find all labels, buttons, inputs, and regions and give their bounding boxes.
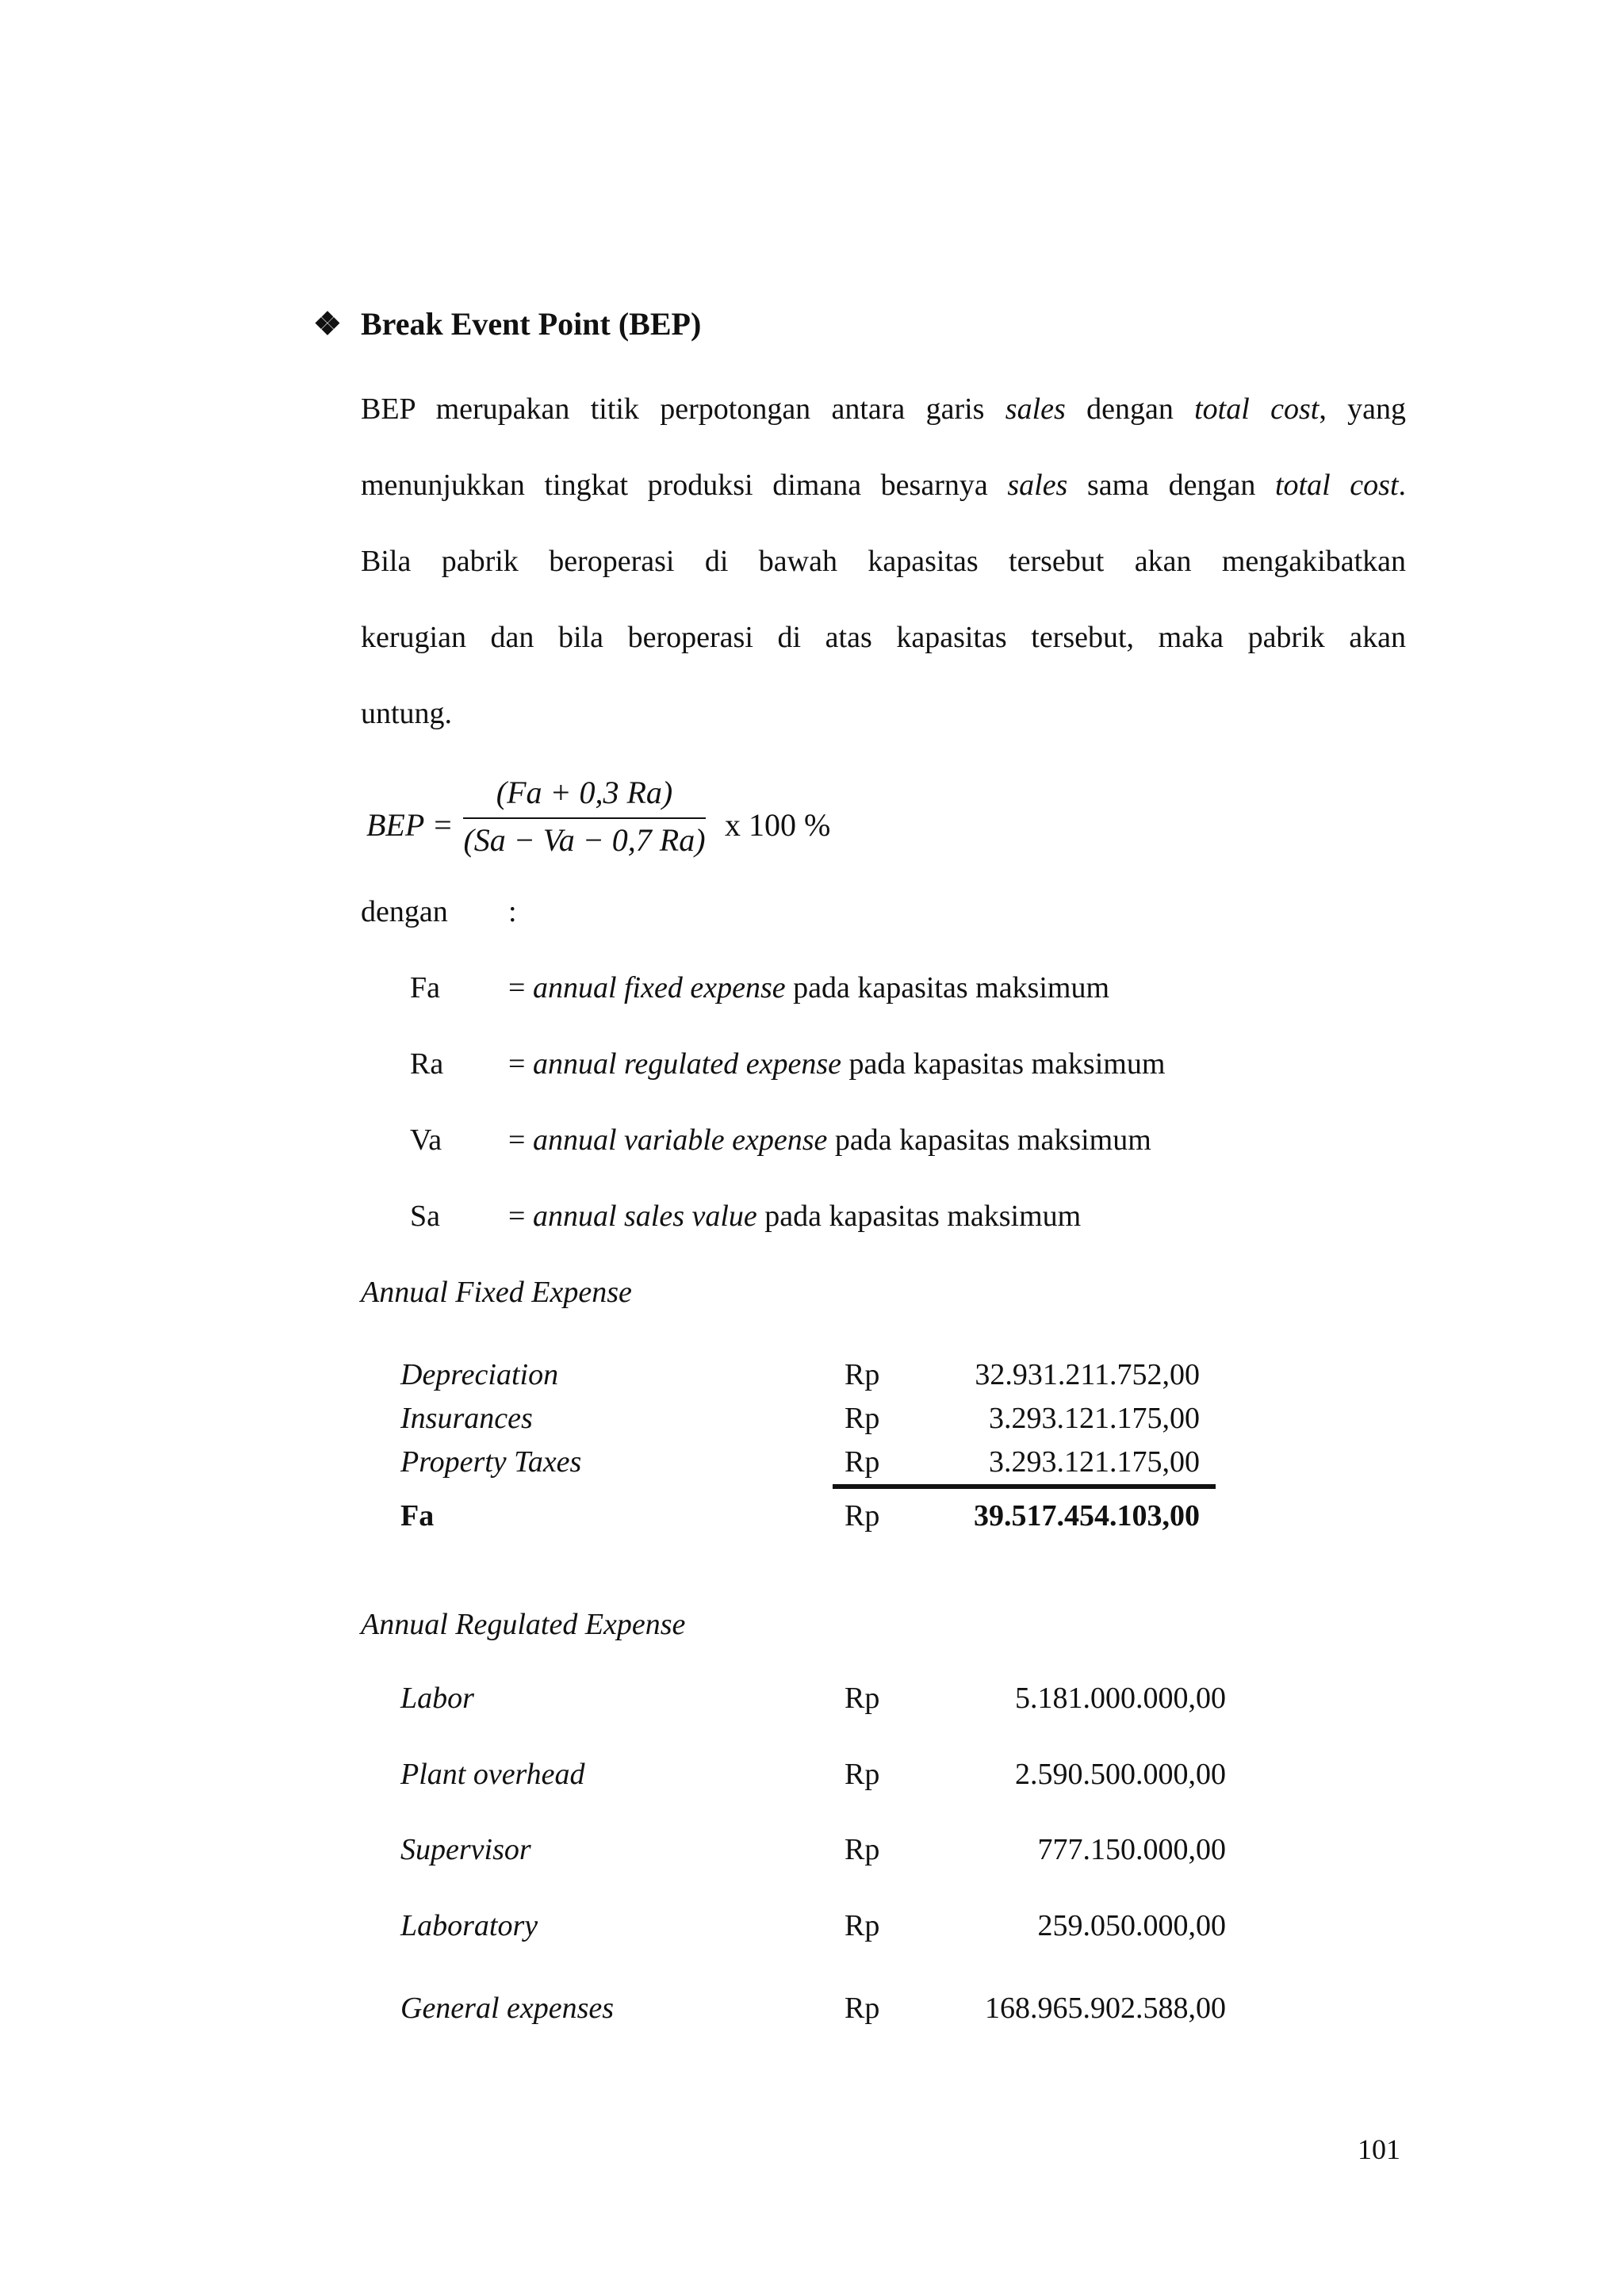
fixed-expense-total-row <box>400 1498 1200 1538</box>
paragraph-line <box>361 691 1406 767</box>
definitions-intro: dengan <box>361 895 448 928</box>
fixed-expense-title: Annual Fixed Expense <box>361 1276 632 1309</box>
total-name: Fa <box>400 1499 435 1533</box>
formula-label: BEP = <box>366 807 454 843</box>
expense-name: General expenses <box>400 1992 615 2025</box>
definition-symbol: Sa <box>410 1200 440 1233</box>
definition-symbol: Ra <box>410 1047 444 1081</box>
diamond-bullet-icon: ❖ <box>313 306 342 342</box>
expense-value: 2.590.500.000,00 <box>1015 1758 1226 1791</box>
formula-fraction <box>463 773 706 860</box>
expense-name: Property Taxes <box>400 1445 582 1479</box>
currency: Rp <box>845 1445 880 1479</box>
expense-value: 3.293.121.175,00 <box>989 1445 1200 1479</box>
currency: Rp <box>845 1992 880 2025</box>
expense-value: 5.181.000.000,00 <box>1015 1682 1226 1715</box>
definition-text: = annual variable expense pada kapasitas maksimum <box>508 1123 1151 1157</box>
table-row <box>400 1832 1226 1872</box>
expense-name: Laboratory <box>400 1909 538 1942</box>
expense-value: 168.965.902.588,00 <box>985 1992 1226 2025</box>
definition-symbol: Va <box>410 1123 442 1157</box>
text-run: Bila pabrik beroperasi di bawah kapasitas tersebut akan mengakibatkan <box>361 545 1406 578</box>
expense-name: Supervisor <box>400 1833 531 1866</box>
currency: Rp <box>845 1909 880 1942</box>
italic-term: total cost <box>1275 469 1399 502</box>
text-run: menunjukkan tingkat produksi dimana besarnya <box>361 469 1008 502</box>
regulated-expense-title: Annual Regulated Expense <box>361 1608 686 1641</box>
paragraph-line <box>361 463 1406 539</box>
currency: Rp <box>845 1358 880 1391</box>
formula-denominator: (Sa − Va − 0,7 Ra) <box>463 822 706 858</box>
expense-name: Plant overhead <box>400 1758 585 1791</box>
section-title: Break Event Point (BEP) <box>361 306 702 342</box>
definition-symbol: Fa <box>410 971 440 1004</box>
formula-suffix: x 100 % <box>725 807 831 843</box>
text-run: dengan <box>1065 392 1195 426</box>
text-run: . <box>1398 469 1406 502</box>
currency: Rp <box>845 1833 880 1866</box>
expense-value: 777.150.000,00 <box>1037 1833 1226 1866</box>
text-run: BEP merupakan titik perpotongan antara garis <box>361 392 1005 426</box>
definition-term: annual fixed expense <box>532 971 786 1004</box>
expense-name: Labor <box>400 1682 474 1715</box>
italic-term: sales <box>1007 469 1068 502</box>
page-number: 101 <box>1358 2133 1400 2165</box>
currency: Rp <box>845 1758 880 1791</box>
currency: Rp <box>845 1682 880 1715</box>
definition-text: = annual regulated expense pada kapasitas maksimum <box>508 1047 1166 1081</box>
paragraph-line <box>361 387 1406 463</box>
table-row <box>400 1681 1226 1720</box>
text-run: untung. <box>361 697 453 730</box>
expense-name: Insurances <box>400 1402 533 1435</box>
definition-term: annual sales value <box>532 1200 757 1233</box>
currency: Rp <box>845 1402 880 1435</box>
definition-text: = annual sales value pada kapasitas maksimum <box>508 1200 1082 1233</box>
italic-term: total cost <box>1194 392 1320 426</box>
total-currency: Rp <box>845 1499 880 1533</box>
total-rule <box>833 1484 1216 1489</box>
table-row <box>400 1357 1200 1397</box>
expense-name: Depreciation <box>400 1358 559 1391</box>
paragraph-line <box>361 539 1406 615</box>
expense-value: 3.293.121.175,00 <box>989 1402 1200 1435</box>
definition-text: = annual fixed expense pada kapasitas maksimum <box>508 971 1110 1004</box>
table-row <box>400 1991 1226 2030</box>
section-heading <box>313 305 701 342</box>
definition-term: annual variable expense <box>532 1123 828 1157</box>
total-value: 39.517.454.103,00 <box>974 1499 1200 1533</box>
expense-value: 32.931.211.752,00 <box>975 1358 1200 1391</box>
text-run: kerugian dan bila beroperasi di atas kapasitas tersebut, maka pabrik akan <box>361 621 1406 654</box>
text-run: , yang <box>1319 392 1406 426</box>
definitions-colon: : <box>508 895 517 928</box>
table-row <box>400 1445 1200 1484</box>
formula-numerator: (Fa + 0,3 Ra) <box>496 775 673 810</box>
bep-paragraph <box>361 387 1406 767</box>
table-row <box>400 1908 1226 1948</box>
expense-value: 259.050.000,00 <box>1037 1909 1226 1942</box>
table-row <box>400 1401 1200 1441</box>
table-row <box>400 1757 1226 1797</box>
paragraph-line <box>361 615 1406 691</box>
italic-term: sales <box>1005 392 1066 426</box>
definition-term: annual regulated expense <box>532 1047 841 1081</box>
text-run: sama dengan <box>1067 469 1275 502</box>
